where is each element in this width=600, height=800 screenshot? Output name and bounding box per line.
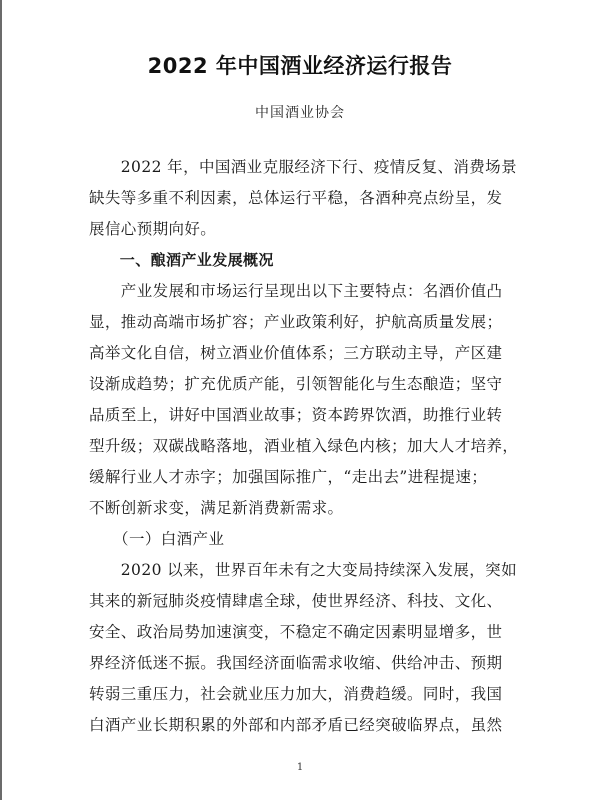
document-author: 中国酒业协会 [255,105,345,121]
body-line: 展信心预期向好。 [89,220,217,238]
body-line: 界经济低迷不振。我国经济面临需求收缩、供给冲击、预期 [89,654,503,672]
document-body [89,152,519,741]
body-line: 高举文化自信，树立酒业价值体系；三方联动主导，产区建 [89,344,503,362]
body-line: 设渐成趋势；扩充优质产能，引领智能化与生态酿造；坚守 [89,375,503,393]
body-line: 2020 以来，世界百年未有之大变局持续深入发展，突如 [89,561,517,579]
body-line: 安全、政治局势加速演变，不稳定不确定因素明显增多，世 [89,623,503,641]
body-line: 缓解行业人才赤字；加强国际推广，“走出去”进程提速； [89,468,488,486]
body-line: 2022 年，中国酒业克服经济下行、疫情反复、消费场景 [89,158,517,176]
body-line: 白酒产业长期积累的外部和内部矛盾已经突破临界点，虽然 [89,716,503,734]
body-line: 转弱三重压力，社会就业压力加大，消费趋缓。同时，我国 [89,685,503,703]
document-title: 2022 年中国酒业经济运行报告 [147,54,453,78]
body-line: 品质至上，讲好中国酒业故事；资本跨界饮酒，助推行业转 [89,406,503,424]
body-line: 显，推动高端市场扩容；产业政策利好，护航高质量发展； [89,313,503,331]
body-line: 其来的新冠肺炎疫情肆虐全球，使世界经济、科技、文化、 [89,592,503,610]
page-number: 1 [296,762,304,773]
subsection-heading: （一）白酒产业 [89,530,225,548]
section-heading: 一、酿酒产业发展概况 [89,251,274,269]
body-line: 不断创新求变，满足新消费新需求。 [89,499,344,517]
body-line: 型升级；双碳战略落地，酒业植入绿色内核；加大人才培养， [89,437,519,455]
body-line: 缺失等多重不利因素，总体运行平稳，各酒种亮点纷呈，发 [89,189,503,207]
body-line: 产业发展和市场运行呈现出以下主要特点：名酒价值凸 [89,282,503,300]
